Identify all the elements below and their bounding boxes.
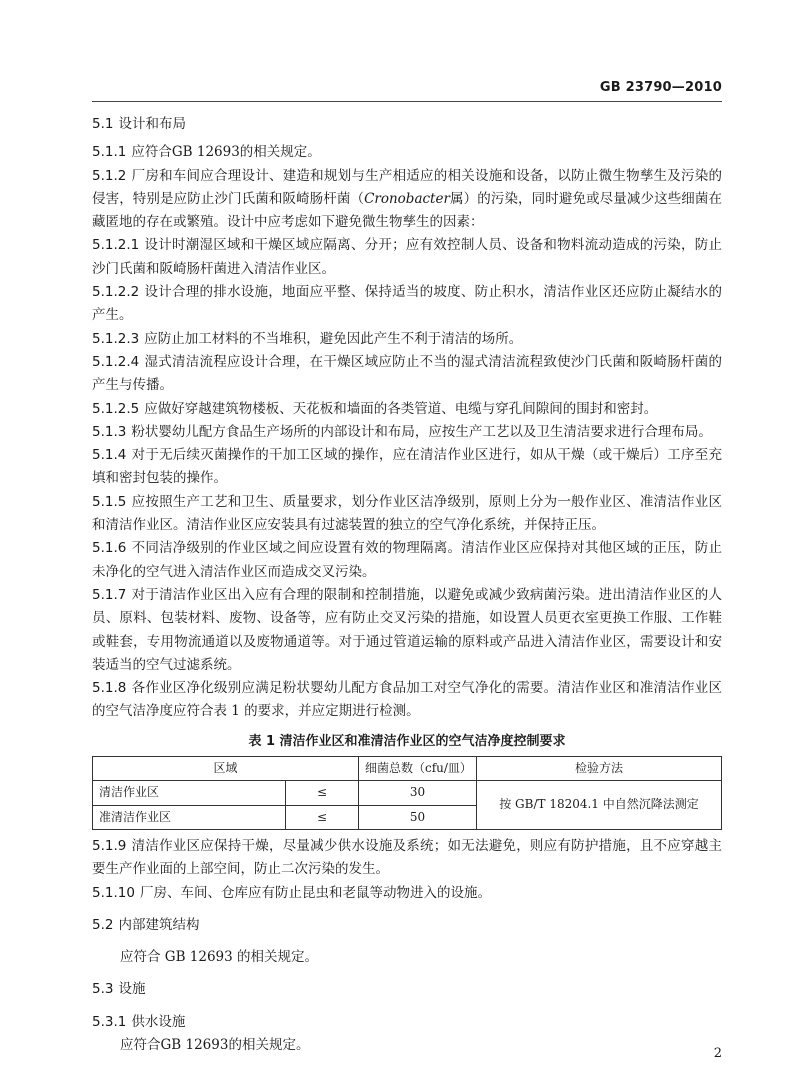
clause-text: 不同洁净级别的作业区域之间应设置有效的物理隔离。清洁作业区应保持对其他区域的正压，防止未净化的空气进入清洁作业区而造成交叉污染。 [92, 540, 722, 580]
standard-number: GB 23790—2010 [599, 80, 722, 95]
clause-number: 5.1.4 [92, 447, 127, 464]
clause-number: 5.1.9 [92, 837, 127, 854]
clause-paragraph [92, 141, 722, 164]
clause-paragraph [92, 351, 722, 398]
clause-text: 应按照生产工艺和卫生、质量要求，划分作业区洁净级别，原则上分为一般作业区、准清洁作业区和清洁作业区。清洁作业区应安装具有过滤装置的独立的空气净化系统，并保持正压。 [92, 493, 722, 534]
clause-paragraph [92, 421, 722, 444]
table-header-row [93, 757, 722, 781]
table-caption: 表 1 清洁作业区和准清洁作业区的空气洁净度控制要求 [248, 733, 566, 749]
clause-number: 5.1.10 [92, 884, 135, 901]
page-number: 2 [713, 1046, 722, 1061]
operator-cell: ≤ [286, 781, 359, 805]
area-cell: 清洁作业区 [93, 781, 286, 805]
section-heading-5-2: 5.2 内部建筑结构 [92, 916, 200, 933]
clause-text: 设计合理的排水设施，地面应平整、保持适当的坡度、防止积水，清洁作业区还应防止凝结水的产生。 [92, 284, 722, 324]
clause-text: 对于无后续灭菌操作的干加工区域的操作，应在清洁作业区进行，如从干燥（或干燥后）工序至充填和密封包装的操作。 [92, 447, 722, 487]
section-5-2-body: 应符合 GB 12693 的相关规定。 [120, 949, 319, 966]
clause-text: 湿式清洁流程应设计合理，在干燥区域应防止不当的湿式清洁流程致使沙门氏菌和阪崎肠杆菌的产生与传播。 [92, 353, 722, 394]
table-row [93, 781, 722, 805]
clause-5-1-2: 5.1.2 厂房和车间应合理设计、建造和规划与生产相适应的相关设施和设备，以防止微生物孳生及污染的侵害，特别是应防止沙门氏菌和阪崎肠杆菌（Cronobacter属）的污染，同时避免或尽量减少这些细菌在藏匿地的存在或繁殖。设计中应考虑如下避免微生物孳生的因素： [92, 167, 723, 231]
clause-number: 5.1.6 [92, 540, 127, 557]
clause-number: 5.1.2.3 [92, 330, 140, 347]
clause-number: 5.1.7 [92, 586, 127, 603]
clause-paragraph [92, 677, 722, 724]
clause-text: 应做好穿越建筑物楼板、天花板和墙面的各类管道、电缆与穿孔间隙间的围封和密封。 [144, 400, 658, 417]
clause-number: 5.1.5 [92, 493, 127, 510]
header-bacteria-count: 细菌总数（cfu/皿） [359, 757, 477, 781]
clause-number: 5.1.1 [92, 144, 127, 161]
method-cell: 按 GB/T 18204.1 中自然沉降法测定 [477, 781, 722, 830]
air-cleanliness-table [92, 756, 722, 830]
section-heading-5-1: 5.1 设计和布局 [92, 116, 186, 132]
clause-number: 5.1.8 [92, 680, 127, 697]
clause-list [92, 234, 722, 723]
clause-paragraph [92, 537, 722, 584]
area-cell: 准清洁作业区 [93, 805, 286, 829]
clause-number: 5.1.2.2 [92, 284, 140, 301]
clause-text: 粉状婴幼儿配方食品生产场所的内部设计和布局，应按生产工艺以及卫生清洁要求进行合理布局。 [131, 423, 712, 440]
clause-paragraph [92, 444, 722, 491]
operator-cell: ≤ [286, 805, 359, 829]
clause-text: 各作业区净化级别应满足粉状婴幼儿配方食品加工对空气净化的需要。清洁作业区和准清洁作业区的空气洁净度应符合表 1 的要求，并应定期进行检测。 [92, 680, 722, 720]
clause-number: 5.1.2.4 [92, 353, 140, 370]
clause-text: 应符合GB 12693的相关规定。 [131, 144, 321, 161]
clause-number: 5.1.3 [92, 423, 127, 440]
clause-text: 清洁作业区应保持干燥，尽量减少供水设施及系统；如无法避免，则应有防护措施，且不应穿越主要生产作业面的上部空间，防止二次污染的发生。 [92, 837, 722, 878]
clause-number: 5.1.2.1 [92, 237, 140, 254]
clause-paragraph [92, 835, 722, 882]
clause-list [92, 141, 722, 164]
clause-paragraph [92, 234, 722, 281]
count-cell: 50 [359, 805, 477, 829]
header-test-method: 检验方法 [477, 757, 722, 781]
header-area: 区域 [93, 757, 359, 781]
clause-paragraph [92, 281, 722, 328]
subsection-5-3-1-body: 应符合GB 12693的相关规定。 [120, 1036, 310, 1053]
clause-text: 设计时潮湿区域和干燥区域应隔离、分开；应有效控制人员、设备和物料流动造成的污染，防止沙门氏菌和阪崎肠杆菌进入清洁作业区。 [92, 237, 722, 277]
document-body [92, 104, 722, 1057]
clause-paragraph [92, 491, 722, 538]
clause-list [92, 835, 722, 905]
count-cell: 30 [359, 781, 477, 805]
clause-text: 对于清洁作业区出入应有合理的限制和控制措施，以避免或减少致病菌污染。进出清洁作业区的人员、原料、包装材料、废物、设备等，应有防止交叉污染的措施，如设置人员更衣室更换工作服、工作鞋或鞋套，专用物流通道以及废物通道等。对于通过管道运输的原料或产品进入清洁作业区，需要设计和安装适当的空气过滤系统。 [92, 586, 722, 673]
clause-text: 应防止加工材料的不当堆积，避免因此产生不利于清洁的场所。 [144, 330, 523, 347]
section-heading-5-3: 5.3 设施 [92, 981, 146, 998]
clause-paragraph [92, 398, 722, 421]
clause-text: 厂房、车间、仓库应有防止昆虫和老鼠等动物进入的设施。 [139, 884, 491, 901]
clause-paragraph [92, 584, 722, 677]
clause-number: 5.1.2.5 [92, 400, 140, 417]
clause-paragraph [92, 328, 722, 351]
header-rule [92, 101, 722, 102]
subsection-heading-5-3-1: 5.3.1 供水设施 [92, 1013, 186, 1030]
clause-paragraph [92, 882, 722, 905]
